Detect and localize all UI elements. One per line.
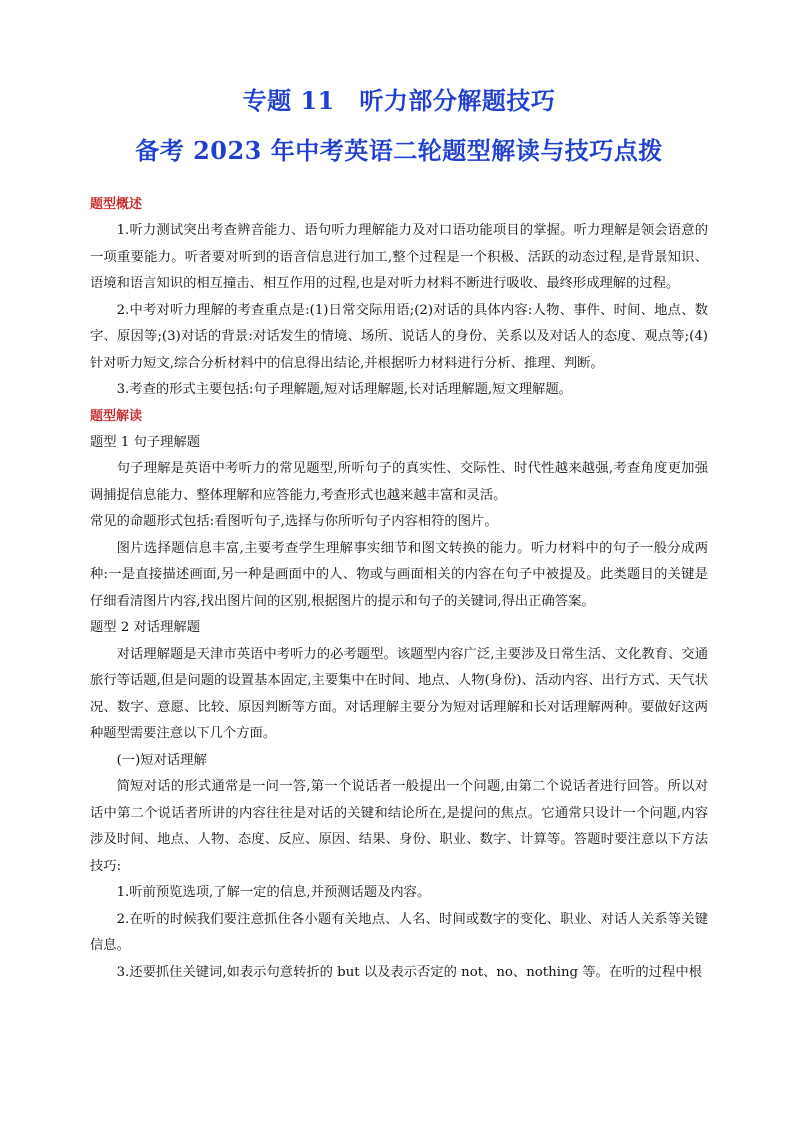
subtitle: 备考 2023 年中考英语二轮题型解读与技巧点拨 xyxy=(135,136,663,165)
type1-paragraph-1: 句子理解是英语中考听力的常见题型,所听句子的真实性、交际性、时代性越来越强,考查角度更加强调捕捉信息能力、整体理解和应答能力,考查形式也越来越丰富和灵活。 xyxy=(90,461,708,503)
main-title: 专题 11 听力部分解题技巧 xyxy=(242,86,556,115)
tip-2: 2.在听的时候我们要注意抓住各小题有关地点、人名、时间或数字的变化、职业、对话人关系等关键信息。 xyxy=(90,911,708,953)
tip-1: 1.听前预览选项,了解一定的信息,并预测话题及内容。 xyxy=(116,885,431,900)
type1-heading: 题型 1 句子理解题 xyxy=(90,434,200,450)
short-dialogue-heading: (一)短对话理解 xyxy=(116,752,207,768)
overview-paragraph-3: 3.考查的形式主要包括:句子理解题,短对话理解题,长对话理解题,短文理解题。 xyxy=(116,382,572,397)
tip-3: 3.还要抓住关键词,如表示句意转折的 but 以及表示否定的 not、no、nothing 等。在听的过程中根 xyxy=(116,964,702,980)
section-heading-overview: 题型概述 xyxy=(90,197,143,212)
overview-paragraph-1: 1.听力测试突出考查辨音能力、语句听力理解能力及对口语功能项目的掌握。听力理解是领会语意的一项重要能力。听者要对听到的语音信息进行加工,整个过程是一个积极、活跃的动态过程,是背景知识、语境和语言知识的相互撞击、相互作用的过程,也是对听力材料不断进行吸收、最终形成理解的过程。 xyxy=(90,223,708,291)
type1-paragraph-2: 常见的命题形式包括:看图听句子,选择与你所听句子内容相符的图片。 xyxy=(90,514,498,529)
short-dialogue-paragraph: 简短对话的形式通常是一问一答,第一个说话者一般提出一个问题,由第二个说话者进行回答。所以对话中第二个说话者所讲的内容往往是对话的关键和结论所在,是提问的焦点。它通常只设计一个问题,内容涉及时间、地点、人物、态度、反应、原因、结果、身份、职业、数字、计算等。答题时要注意以下方法技巧: xyxy=(90,779,708,874)
section-heading-analysis: 题型解读 xyxy=(90,408,143,424)
title-block xyxy=(90,84,708,168)
type2-paragraph-1: 对话理解题是天津市英语中考听力的必考题型。该题型内容广泛,主要涉及日常生活、文化教育、交通旅行等话题,但是问题的设置基本固定,主要集中在时间、地点、人物(身份)、活动内容、出行方式、天气状况、数字、意愿、比较、原因判断等方面。对话理解主要分为短对话理解和长对话理解两种。要做好这两种题型需要注意以下几个方面。 xyxy=(90,646,708,741)
type1-paragraph-3: 图片选择题信息丰富,主要考查学生理解事实细节和图文转换的能力。听力材料中的句子一般分成两种:一是直接描述画面,另一种是画面中的人、物或与画面相关的内容在句子中被提及。此类题目的关键是仔细看清图片内容,找出图片间的区别,根据图片的提示和句子的关键词,得出正确答案。 xyxy=(90,540,708,609)
overview-paragraph-2: 2.中考对听力理解的考查重点是:(1)日常交际用语;(2)对话的具体内容:人物、事件、时间、地点、数字、原因等;(3)对话的背景:对话发生的情境、场所、说话人的身份、关系以及对话人的态度、观点等;(4)针对听力短文,综合分析材料中的信息得出结论,并根据听力材料进行分析、推理、判断。 xyxy=(90,302,708,371)
type2-heading: 题型 2 对话理解题 xyxy=(90,620,200,635)
